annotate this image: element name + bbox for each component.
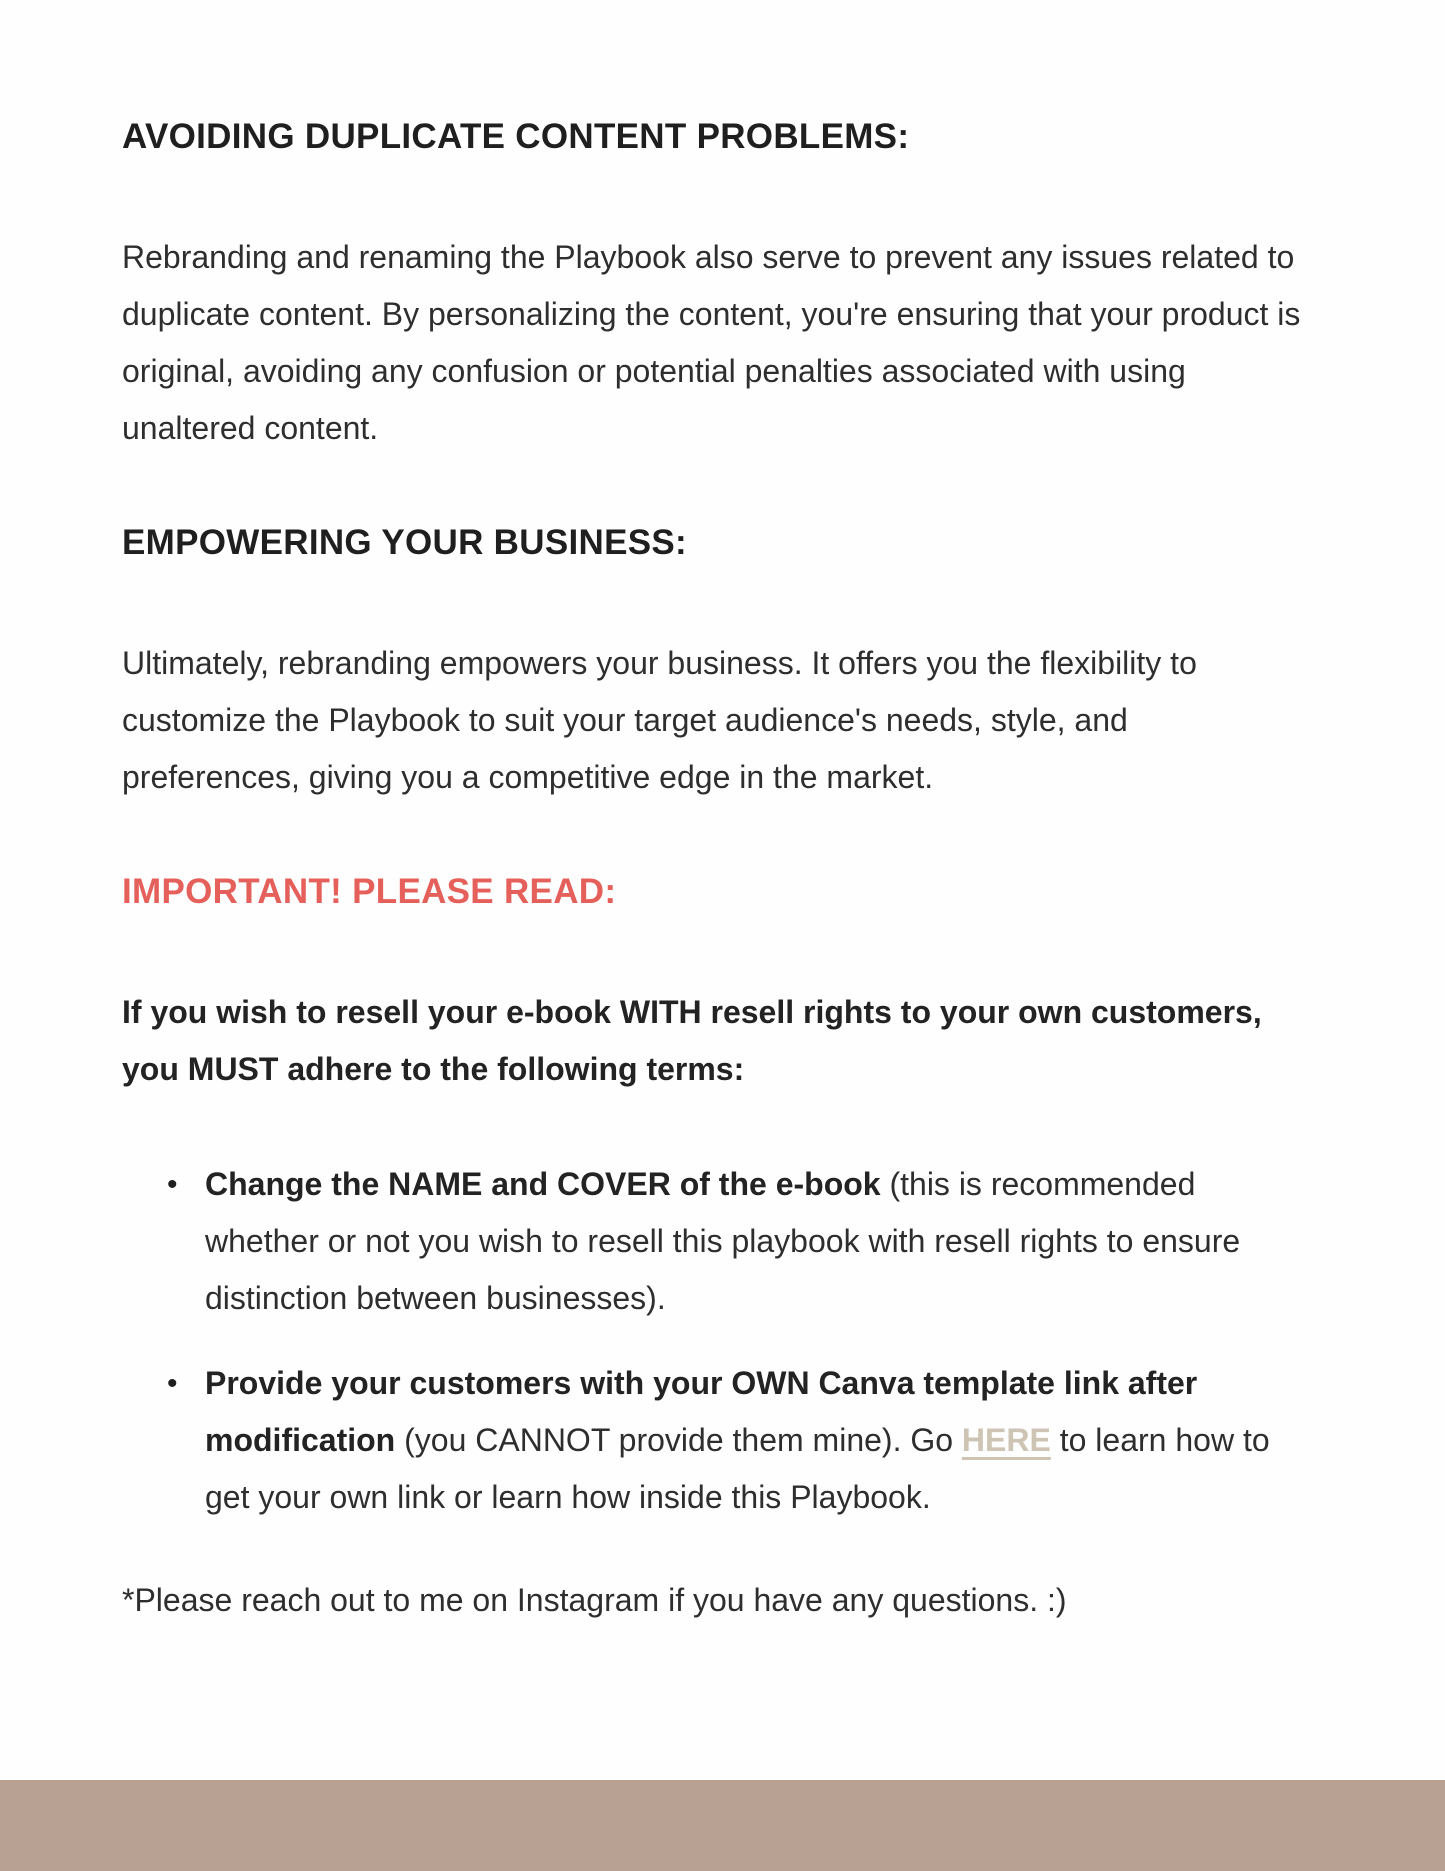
- heading-important-please-read: IMPORTANT! PLEASE READ:: [122, 872, 617, 911]
- note-instagram-contact: *Please reach out to me on Instagram if you have any questions. :): [122, 1582, 1067, 1618]
- list-item-provide-template-link: [167, 1355, 1285, 1526]
- page-content: [122, 115, 1302, 1629]
- list-item-regular-text: to learn how to get your own link or learn how inside this Playbook.: [205, 1422, 1270, 1515]
- list-item-regular-text: (you CANNOT provide them mine). Go: [395, 1422, 962, 1458]
- bullet-icon: •: [167, 1168, 178, 1201]
- list-item-bold-text: Provide your customers with your OWN Canva template link after modification: [205, 1365, 1198, 1458]
- paragraph-resell-terms-intro: If you wish to resell your e-book WITH resell rights to your own customers, you MUST adhere to the following terms:: [122, 994, 1262, 1087]
- bullet-icon: •: [167, 1367, 178, 1400]
- list-item-regular-text: (this is recommended whether or not you wish to resell this playbook with resell rights to ensure distinction between businesses).: [205, 1166, 1241, 1316]
- here-link[interactable]: HERE: [961, 1422, 1051, 1458]
- heading-avoiding-duplicate-content: AVOIDING DUPLICATE CONTENT PROBLEMS:: [122, 117, 910, 156]
- list-item-bold-text: Change the NAME and COVER of the e-book: [205, 1166, 881, 1202]
- paragraph-duplicate-content: Rebranding and renaming the Playbook also serve to prevent any issues related to duplicate content. By personalizing the content, you're ensuring that your product is original, avoiding any confusion or potential penalties associated with using unaltered content.: [122, 239, 1301, 446]
- paragraph-empowering-business: Ultimately, rebranding empowers your business. It offers you the flexibility to customize the Playbook to suit your target audience's needs, style, and preferences, giving you a competitive edge in the market.: [122, 645, 1197, 795]
- terms-list: [167, 1156, 1285, 1526]
- footer-bar: [0, 1780, 1445, 1871]
- heading-empowering-business: EMPOWERING YOUR BUSINESS:: [122, 523, 687, 562]
- list-item-change-name-cover: [167, 1156, 1285, 1327]
